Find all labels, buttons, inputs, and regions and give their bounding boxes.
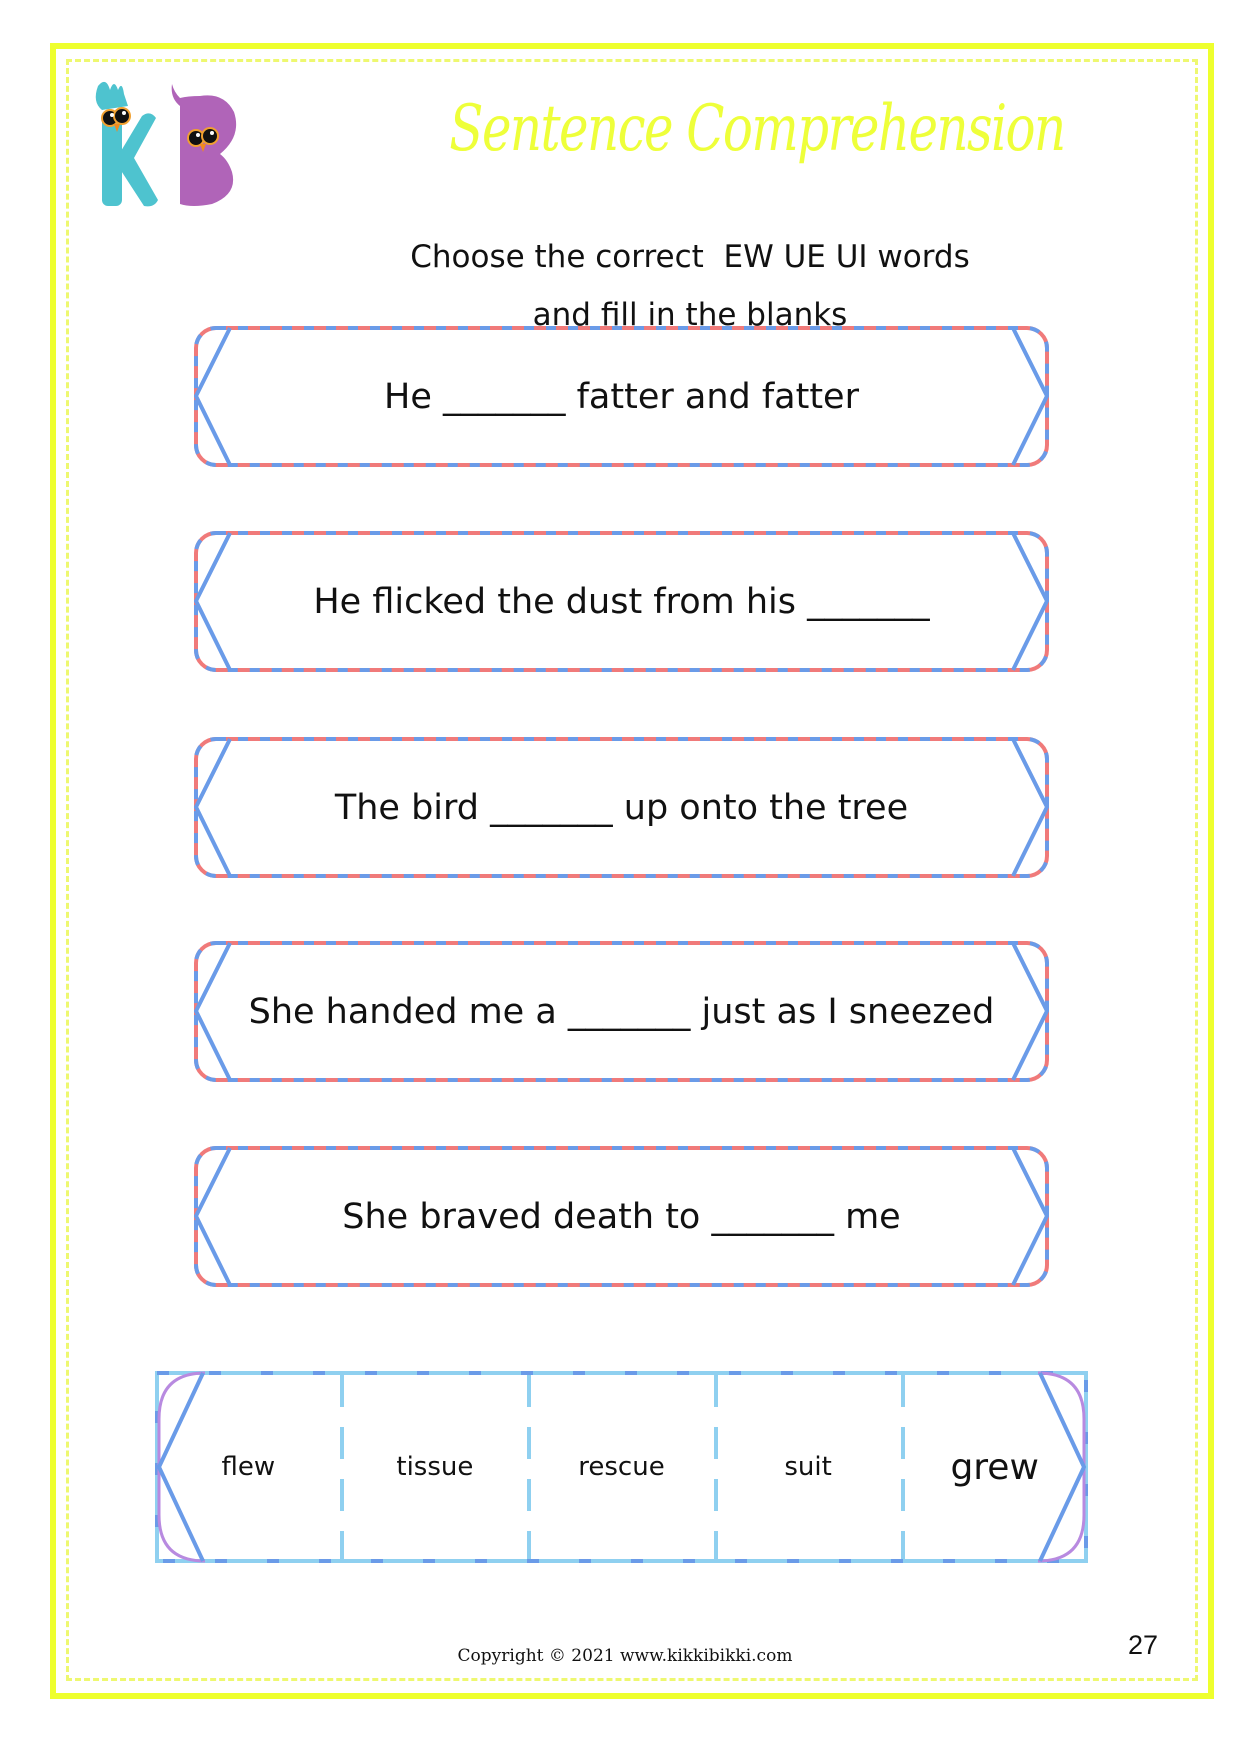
instructions-line-2: and fill in the blanks <box>532 297 848 333</box>
kikkibikki-logo <box>88 76 248 216</box>
page-title: Sentence Comprehension <box>449 92 1065 166</box>
b-letter-icon <box>172 84 236 206</box>
word-option-flew[interactable]: flew <box>221 1452 276 1482</box>
word-option-suit[interactable]: suit <box>784 1452 832 1482</box>
sentence-card-2 <box>194 531 1049 672</box>
word-bank <box>155 1371 1088 1563</box>
sentence-text: The bird _______ up onto the tree <box>334 787 909 828</box>
sentence-text: He _______ fatter and fatter <box>384 376 859 417</box>
sentence-card-3 <box>194 737 1049 878</box>
instructions-line-1: Choose the correct EW UE UI words <box>410 239 970 275</box>
sentence-card-1 <box>194 326 1049 467</box>
sentence-text: She handed me a _______ just as I sneezed <box>248 991 995 1032</box>
sentence-card-5 <box>194 1146 1049 1287</box>
sentence-card-4 <box>194 941 1049 1082</box>
sentence-text: She braved death to _______ me <box>342 1196 901 1237</box>
copyright-text: Copyright © 2021 www.kikkibikki.com <box>457 1646 793 1666</box>
sentence-text: He flicked the dust from his _______ <box>313 581 930 622</box>
k-letter-icon <box>96 82 158 207</box>
word-option-tissue[interactable]: tissue <box>396 1452 474 1482</box>
word-option-grew[interactable]: grew <box>950 1446 1039 1488</box>
word-option-rescue[interactable]: rescue <box>578 1452 665 1482</box>
page-number: 27 <box>1128 1630 1159 1660</box>
